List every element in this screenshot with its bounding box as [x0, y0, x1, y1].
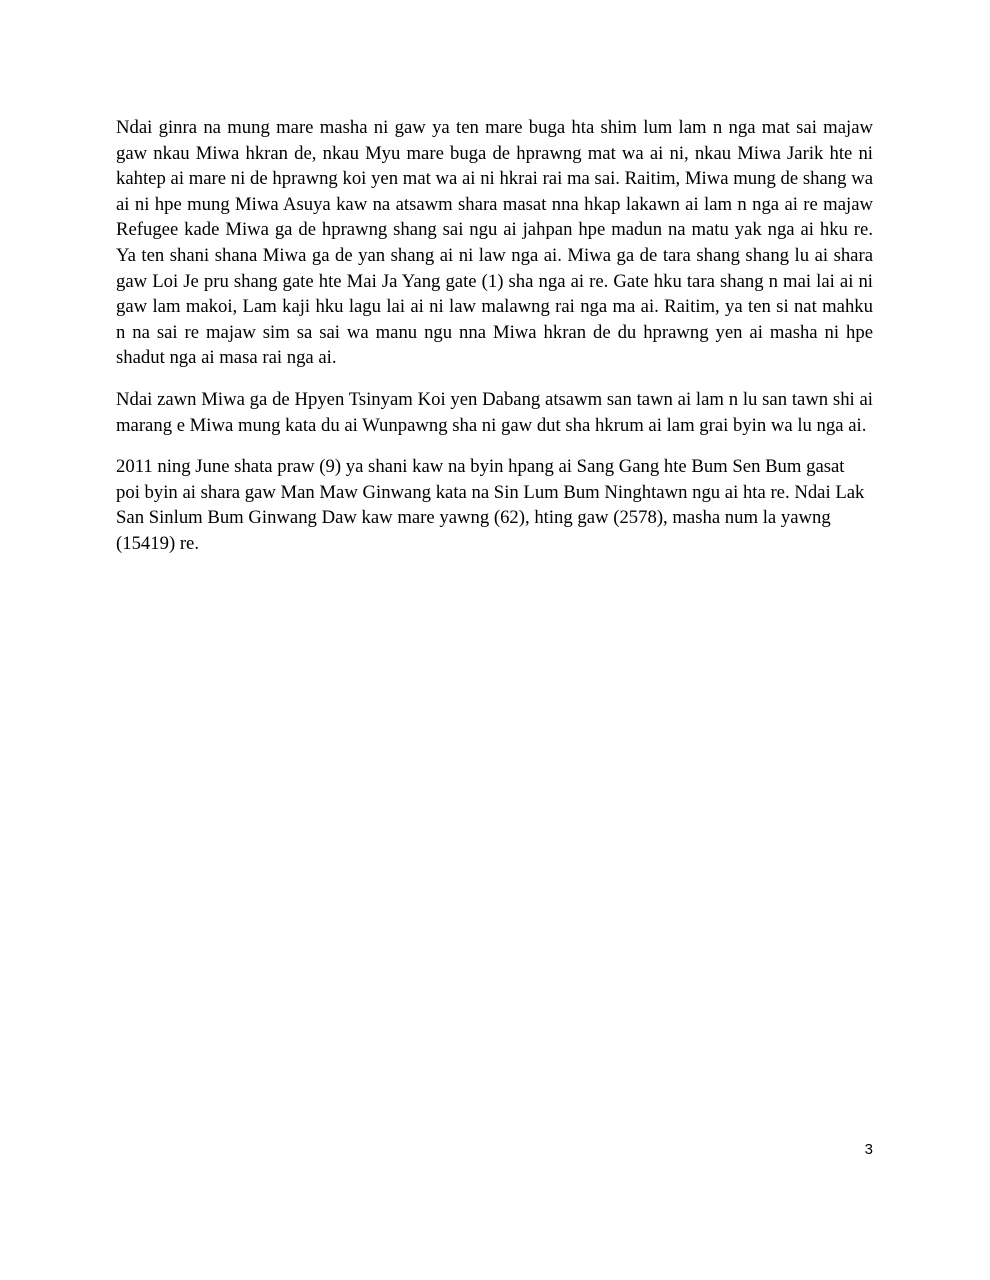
document-body	[116, 115, 873, 573]
paragraph-3: 2011 ning June shata praw (9) ya shani kaw na byin hpang ai Sang Gang hte Bum Sen Bum gasat poi byin ai shara gaw Man Maw Ginwang kata na Sin Lum Bum Ninghtawn ngu ai hta re. Ndai Lak San Sinlum Bum Ginwang Daw kaw mare yawng (62), hting gaw (2578), masha num la yawng (15419) re.	[116, 456, 865, 554]
paragraph-2: Ndai zawn Miwa ga de Hpyen Tsinyam Koi yen Dabang atsawm san tawn ai lam n lu san tawn shi ai marang e Miwa mung kata du ai Wunpawng sha ni gaw dut sha hkrum ai lam grai byin wa lu nga ai.	[116, 388, 873, 436]
page-number: 3	[864, 1141, 873, 1158]
paragraph-1: Ndai ginra na mung mare masha ni gaw ya ten mare buga hta shim lum lam n nga mat sai majaw gaw nkau Miwa hkran de, nkau Myu mare buga de hprawng mat wa ai ni, nkau Miwa Jarik hte ni kahtep ai mare ni de hprawng koi yen mat wa ai ni hkrai rai ma sai. Raitim, Miwa mung de shang wa ai ni hpe mung Miwa Asuya kaw na atsawm shara masat nna hkap lakawn ai lam n nga ai re majaw Refugee kade Miwa ga de hprawng shang sai ngu ai jahpan hpe madun na matu yak nga ai hku re. Ya ten shani shana Miwa ga de yan shang ai ni law nga ai. Miwa ga de tara shang shang lu ai shara gaw Loi Je pru shang gate hte Mai Ja Yang gate (1) sha nga ai re. Gate hku tara shang n mai lai ai ni gaw lam makoi, Lam kaji hku lagu lai ai ni law malawng rai nga ma ai. Raitim, ya ten si nat mahku n na sai re majaw sim sa sai wa manu ngu nna Miwa hkran de du hprawng yen ai masha ni hpe shadut nga ai masa rai nga ai.	[116, 117, 873, 369]
